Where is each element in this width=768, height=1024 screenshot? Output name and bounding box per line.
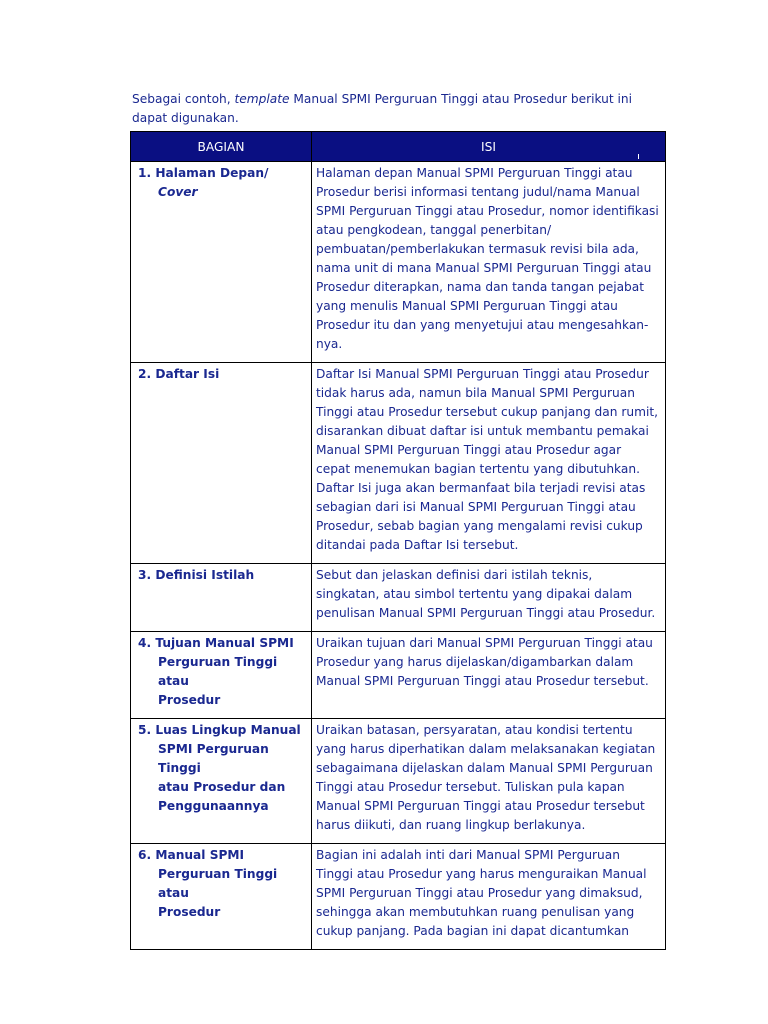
isi-cell: Halaman depan Manual SPMI Perguruan Tinggi atau Prosedur berisi informasi tentang judul/nama Manual SPMI Perguruan Tinggi atau Prosedur, nomor identifikasi atau pengkodean, tanggal penerbitan/ pembuatan/pemberlakukan termasuk revisi bila ada, nama unit di mana Manual SPMI Perguruan Tinggi atau Prosedur diterapkan, nama dan tanda tangan pejabat yang menulis Manual SPMI Perguruan Tinggi atau Prosedur itu dan yang menyetujui atau mengesahkan-nya. (312, 162, 666, 363)
bagian-line: 4. Tujuan Manual SPMI (138, 636, 294, 650)
intro-text-after: Manual SPMI Perguruan Tinggi atau Prosedur berikut ini dapat digunakan. (132, 92, 633, 125)
bagian-line: 2. Daftar Isi (138, 367, 220, 381)
table-row (131, 632, 666, 719)
table-row (131, 162, 666, 363)
bagian-line: 6. Manual SPMI (138, 848, 245, 862)
intro-text-before: Sebagai contoh, (132, 92, 235, 106)
header-bagian: BAGIAN (131, 132, 312, 162)
bagian-line: 1. Halaman Depan/ (138, 166, 269, 180)
isi-cell: Daftar Isi Manual SPMI Perguruan Tinggi atau Prosedur tidak harus ada, namun bila Manual SPMI Perguruan Tinggi atau Prosedur tersebut cukup panjang dan rumit, disarankan dibuat daftar isi untuk membantu pemakai Manual SPMI Perguruan Tinggi atau Prosedur agar cepat menemukan bagian tertentu yang dibutuhkan. Daftar Isi juga akan bermanfaat bila terjadi revisi atas sebagian dari isi Manual SPMI Perguruan Tinggi atau Prosedur, sebab bagian yang mengalami revisi cukup ditandai pada Daftar Isi tersebut. (312, 363, 666, 564)
manual-template-table (130, 131, 666, 950)
bagian-cell (131, 844, 312, 950)
bagian-line: Penggunaannya (158, 799, 269, 813)
bagian-line: SPMI Perguruan Tinggi (158, 742, 269, 775)
bagian-line: Perguruan Tinggi atau (158, 867, 278, 900)
isi-cell: Uraikan tujuan dari Manual SPMI Perguruan Tinggi atau Prosedur yang harus dijelaskan/digambarkan dalam Manual SPMI Perguruan Tinggi atau Prosedur tersebut. (312, 632, 666, 719)
bagian-line: Prosedur (158, 905, 221, 919)
header-tick-mark (638, 154, 639, 159)
bagian-cell (131, 632, 312, 719)
header-isi-label: ISI (481, 139, 496, 154)
bagian-cell (131, 719, 312, 844)
table-row (131, 564, 666, 632)
bagian-line: atau Prosedur dan (158, 780, 286, 794)
bagian-cell (131, 564, 312, 632)
header-isi (312, 132, 666, 162)
intro-text-italic: template (234, 92, 290, 106)
bagian-cell (131, 363, 312, 564)
isi-cell: Uraikan batasan, persyaratan, atau kondisi tertentu yang harus diperhatikan dalam melaksanakan kegiatan sebagaimana dijelaskan dalam Manual SPMI Perguruan Tinggi atau Prosedur tersebut. Tuliskan pula kapan Manual SPMI Perguruan Tinggi atau Prosedur tersebut harus diikuti, dan ruang lingkup berlakunya. (312, 719, 666, 844)
table-row (131, 844, 666, 950)
table-row (131, 719, 666, 844)
bagian-line: 5. Luas Lingkup Manual (138, 723, 301, 737)
bagian-line: 3. Definisi Istilah (138, 568, 255, 582)
bagian-line: Perguruan Tinggi atau (158, 655, 278, 688)
table-header-row (131, 132, 666, 162)
isi-cell: Bagian ini adalah inti dari Manual SPMI Perguruan Tinggi atau Prosedur yang harus menguraikan Manual SPMI Perguruan Tinggi atau Prosedur yang dimaksud, sehingga akan membutuhkan ruang penulisan yang cukup panjang. Pada bagian ini dapat dicantumkan (312, 844, 666, 950)
intro-paragraph (132, 90, 652, 128)
table-row (131, 363, 666, 564)
bagian-line: Cover (158, 185, 198, 199)
isi-cell: Sebut dan jelaskan definisi dari istilah teknis, singkatan, atau simbol tertentu yang dipakai dalam penulisan Manual SPMI Perguruan Tinggi atau Prosedur. (312, 564, 666, 632)
bagian-cell (131, 162, 312, 363)
bagian-line: Prosedur (158, 693, 221, 707)
